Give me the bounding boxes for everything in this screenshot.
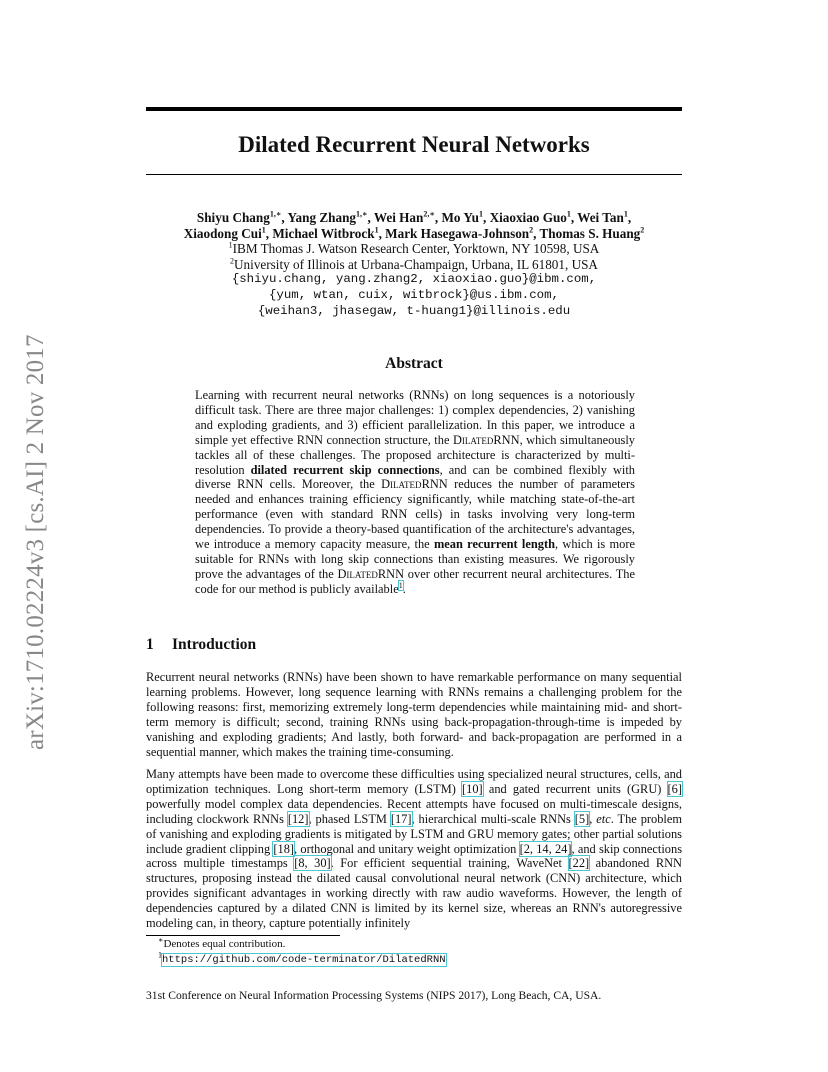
abstract-heading: Abstract xyxy=(385,355,443,372)
section-number: 1 xyxy=(146,636,154,653)
section-title: Introduction xyxy=(172,636,257,653)
affil-mark: 2 xyxy=(230,256,235,266)
arxiv-identifier: arXiv:1710.02224v3 [cs.AI] 2 Nov 2017 xyxy=(22,334,49,750)
abstract-bold: dilated recurrent skip connections xyxy=(250,462,440,477)
author-affil-mark: 2 xyxy=(529,225,534,235)
citation-link[interactable]: [18] xyxy=(273,841,295,856)
abstract-text: RNN reduces the number of parameters needed and enhances training efficiency significantly, while matching state-of-the-art performance (even with standard RNN cells) in tasks involving very long-term dependencies. To provide a theory-based quantification of the architecture's advantages, we introduce a memory capacity measure, the xyxy=(195,477,635,552)
code-url-link[interactable]: https://github.com/code-terminator/DilatedRNN xyxy=(162,954,446,966)
citation-link[interactable]: [12] xyxy=(287,811,309,826)
paragraph-text: . The problem of vanishing and exploding gradients is mitigated by LSTM and GRU memory gates; other partial solutions include gradient clipping xyxy=(146,811,683,856)
author-affil-mark: 1,∗ xyxy=(356,209,368,219)
paragraph-text: Many attempts have been made to overcome these difficulties using specialized neural structures, cells, and optimization techniques. Long short-term memory (LSTM) xyxy=(146,767,682,796)
footnote-link[interactable]: 1 xyxy=(398,580,403,590)
author-affil-mark: 1 xyxy=(261,225,266,235)
author-name: Wei Han xyxy=(373,210,424,225)
author-name: Mo Yu xyxy=(441,210,479,225)
paragraph-text: , orthogonal and unitary weight optimization xyxy=(294,841,520,856)
abstract-text: , which is more suitable for RNNs with long skip connections than existing measures. We rigorously prove the advantages of the xyxy=(195,537,635,581)
title-bottom-rule xyxy=(146,174,682,175)
paragraph-italic: etc xyxy=(596,811,611,826)
paragraph-text: , and skip connections across multiple timestamps xyxy=(146,841,683,871)
citation-link[interactable]: [17] xyxy=(390,811,412,826)
abstract-text: . xyxy=(402,581,406,596)
abstract-text: , and can be combined flexibly with diverse RNN cells. Moreover, the xyxy=(195,462,635,492)
conference-note: 31st Conference on Neural Information Processing Systems (NIPS 2017), Long Beach, CA, USA. xyxy=(146,989,602,1002)
citation-link[interactable]: [2, 14, 24] xyxy=(519,841,572,856)
citation-link[interactable]: [10] xyxy=(462,781,483,796)
affil-mark: 1 xyxy=(228,240,233,250)
affiliation-2 xyxy=(146,257,682,273)
author-affil-mark: 2,∗ xyxy=(423,209,435,219)
author-affil-mark: 1 xyxy=(566,209,571,219)
citation-link[interactable]: [6] xyxy=(667,781,682,796)
author-affil-mark: 1 xyxy=(374,225,379,235)
author-name: Shiyu Chang xyxy=(196,210,270,225)
email-line-1: {shiyu.chang, yang.zhang2, xiaoxiao.guo}@ibm.com, xyxy=(231,272,597,287)
abstract-bold: mean recurrent length xyxy=(433,537,555,552)
paragraph-text: , hierarchical multi-scale RNNs xyxy=(411,811,575,826)
footnotes xyxy=(158,937,678,968)
author-name: Thomas S. Huang xyxy=(539,225,641,241)
email-line-2: {yum, wtan, cuix, witbrock}@us.ibm.com, xyxy=(269,287,559,302)
author-affil-mark: 1 xyxy=(478,209,483,219)
paragraph-text: , xyxy=(589,811,597,826)
title-top-rule xyxy=(146,107,682,111)
section-heading xyxy=(146,636,256,654)
author-block xyxy=(146,210,682,319)
author-affil-mark: 2 xyxy=(640,225,645,235)
author-name: Xiaodong Cui xyxy=(183,225,262,241)
citation-link[interactable]: [8, 30] xyxy=(294,856,331,871)
author-affil-mark: 1,∗ xyxy=(269,209,282,219)
footnote-1 xyxy=(158,937,678,952)
abstract-body xyxy=(195,388,635,597)
email-line-3: {weihan3, jhasegaw, t-huang1}@illinois.edu xyxy=(257,303,571,318)
author-name: Mark Hasegawa-Johnson xyxy=(385,225,530,241)
dilated-smallcaps: Dilated xyxy=(381,477,422,492)
footnote-2 xyxy=(158,952,678,968)
citation-link[interactable]: [5] xyxy=(574,811,590,826)
dilated-smallcaps: Dilated xyxy=(337,566,378,581)
paragraph-text: abandoned RNN structures, proposing instead the dilated causal convolutional neural network (CNN) architecture, which provides significant advantages in working directly with raw audio waveforms. However, the length of dependencies captured by a dilated CNN is limited by its kernel size, whereas an RNN's autoregressive modeling can, in theory, capture potentially infinitely xyxy=(146,856,682,931)
author-name: Xiaoxiao Guo xyxy=(489,210,567,225)
paragraph-text: and gated recurrent units (GRU) xyxy=(482,781,668,796)
affiliation-text: IBM Thomas J. Watson Research Center, Yorktown, NY 10598, USA xyxy=(232,241,600,257)
dilated-smallcaps: Dilated xyxy=(452,432,494,447)
author-name: Michael Witbrock xyxy=(272,225,375,241)
author-line-1: Shiyu Chang$^{1,∗}$, Yang Zhang$^{1,∗}$, Wei Han$^{2,∗}$, Mo Yu$^1$, Xiaoxiao Guo$^1$, Wei Tan$^1$, xyxy=(196,209,632,225)
paragraph-text: powerfully model complex data dependencies. Recent attempts have focused on multi-timescale designs, including clockwork RNNs xyxy=(146,796,682,826)
abstract-text: Learning with recurrent neural networks (RNNs) on long sequences is a notoriously difficult task. There are three major challenges: 1) complex dependencies, 2) vanishing and exploding gradients, and 3) efficient parallelization. In this paper, we introduce a simple yet effective RNN connection structure, the xyxy=(195,388,635,447)
citation-link[interactable]: [22] xyxy=(568,856,590,871)
author-affil-mark: 1 xyxy=(623,209,628,219)
footnote-text: Denotes equal contribution. xyxy=(163,938,286,950)
footnote-mark: ∗ xyxy=(158,935,164,945)
footnote-mark: 1 xyxy=(158,950,162,960)
paragraph-text: . For efficient sequential training, WaveNet xyxy=(330,856,569,871)
paragraph-text: , phased LSTM xyxy=(308,811,391,826)
author-name: Wei Tan xyxy=(577,210,624,225)
intro-paragraph-1: Recurrent neural networks (RNNs) have been shown to have remarkable performance on many sequential learning problems. However, long sequence learning with RNNs remains a challenging problem for the following reasons: first, memorizing extremely long-term dependencies while maintaining mid- and short-term memory is difficult; second, training RNNs using back-propagation-through-time is impeded by vanishing and exploding gradients; And lastly, both forward- and back-propagation are performed in a sequential manner, which makes the training time-consuming. xyxy=(146,670,682,759)
affiliation-1 xyxy=(146,241,682,257)
paper-title: Dilated Recurrent Neural Networks xyxy=(238,132,590,157)
intro-paragraph-2 xyxy=(146,767,682,931)
author-name: Yang Zhang xyxy=(287,210,356,225)
footnote-rule xyxy=(146,935,340,936)
author-line-2: Xiaodong Cui$^1$, Michael Witbrock$^1$, Mark Hasegawa-Johnson$^2$, Thomas S. Huang$^2$ xyxy=(183,225,645,241)
affiliation-text: University of Illinois at Urbana-Champaign, Urbana, IL 61801, USA xyxy=(234,256,598,272)
abstract-text: RNN over other recurrent neural architectures. The code for our method is publicly available xyxy=(195,566,635,596)
abstract-text: RNN, which simultaneously tackles all of these challenges. The proposed architecture is characterized by multi-resolution xyxy=(195,432,635,477)
